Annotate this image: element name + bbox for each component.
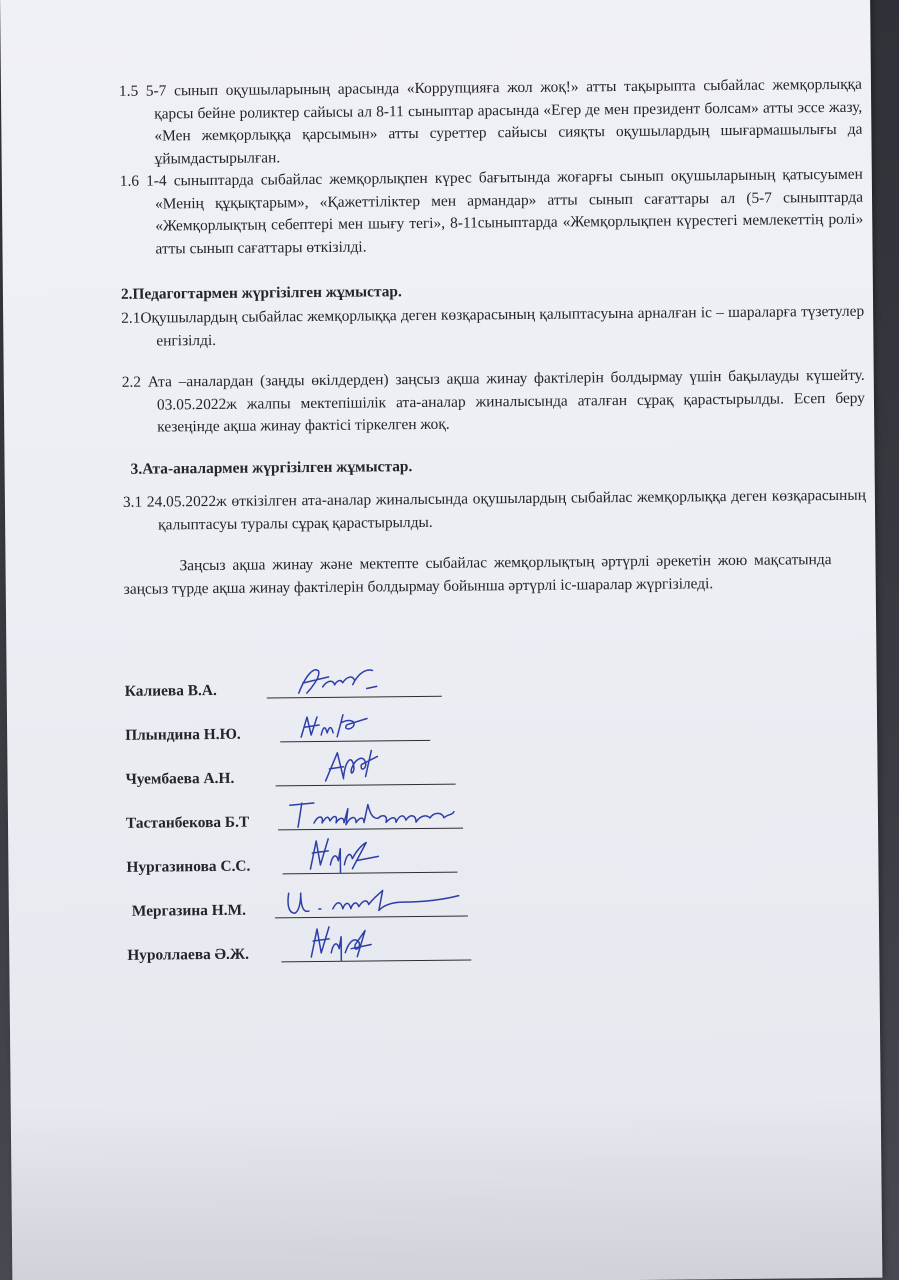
handwritten-signature: [304, 834, 384, 875]
signatory-name: Мергазина Н.М.: [131, 901, 246, 920]
paragraph-2-2: 2.2 Ата –аналардан (заңды өкілдерден) заңсыз ақша жинау фактілерін болдырмау үшін бақылауды күшейту. 03.05.2022ж жалпы мектепішілік ата-аналар жиналысында аталған сұрақ қарастырылды. Есеп беру кезеңінде ақша жинау фактісі тіркелген жоқ.: [121, 366, 866, 436]
paragraph-1-5: 1.5 5-7 сынып оқушыларының арасында «Коррупцияға жол жоқ!» атты тақырыпта сыбайлас жемқорлыққа қарсы бейне роликтер сайысы ал 8-11 сыныптар арасында «Егер де мен президент болсам» атты эссе жазу, «Мен жемқорлыққа қарсымын» атты суреттер сайысы сияқты оқушылардың шығармашылығы да ұйымдастырылған.: [118, 75, 863, 168]
handwritten-signature: [321, 746, 381, 787]
signature-row: [126, 787, 486, 834]
handwritten-signature: [284, 796, 459, 832]
signatory-name: Тастанбекова Б.Т: [125, 813, 250, 832]
paragraph-3-1: 3.1 24.05.2022ж өткізілген ата-аналар жиналысында оқушылардың сыбайлас жемқорлыққа деген көзқарасының қалыптасуы туралы сұрақ қарастырылды.: [122, 486, 866, 534]
signature-row: [125, 699, 485, 746]
signatory-name: Плындина Н.Ю.: [125, 725, 241, 744]
paragraph-1-6: 1.6 1-4 сыныптарда сыбайлас жемқорлықпен күрес бағытында жоғарғы сынып оқушыларының қатысуымен «Менің құқықтарым», «Қажеттіліктер мен армандар» атты сынып сағаттары ал (5-7 сыныптарда «Жемқорлықтың себептері мен шығу тегі», 8-11сыныптарда «Жемқорлықпен күрестегі мемлекеттің ролі» атты сынып сағаттары өткізілді.: [119, 165, 864, 258]
handwritten-signature: [292, 662, 382, 699]
signature-row: [125, 743, 485, 790]
signatory-name: Чуембаева А.Н.: [125, 769, 235, 788]
handwritten-signature: [283, 884, 463, 920]
signature-row: [127, 875, 487, 922]
signature-list: [124, 655, 487, 966]
heading-section-3: 3.Ата-аналармен жүргізілген жұмыстар.: [130, 458, 413, 478]
signatory-name: Нургазинова С.С.: [126, 857, 251, 876]
handwritten-signature: [297, 708, 377, 743]
signatory-name: Нуроллаева Ә.Ж.: [127, 945, 250, 964]
paragraph-2-1: 2.1Оқушылардың сыбайлас жемқорлыққа деген көзқарасының қалыптасуына арналған іс – шараларға түзетулер енгізілді.: [121, 302, 865, 350]
heading-section-2: 2.Педагогтармен жүргізілген жұмыстар.: [120, 283, 402, 303]
signature-row: [124, 655, 484, 702]
conclusion-paragraph: Заңсыз ақша жинау және мектепте сыбайлас жемқорлықтың әртүрлі әрекетін жою мақсатында заңсыз түрде ақша жинау фактілерін болдырмау бойынша әртүрлі іс-шаралар жүргізіледі.: [123, 551, 832, 598]
signatory-name: Калиева В.А.: [124, 681, 217, 700]
handwritten-signature: [305, 922, 375, 963]
signature-row: [127, 919, 487, 966]
signature-row: [126, 831, 486, 878]
